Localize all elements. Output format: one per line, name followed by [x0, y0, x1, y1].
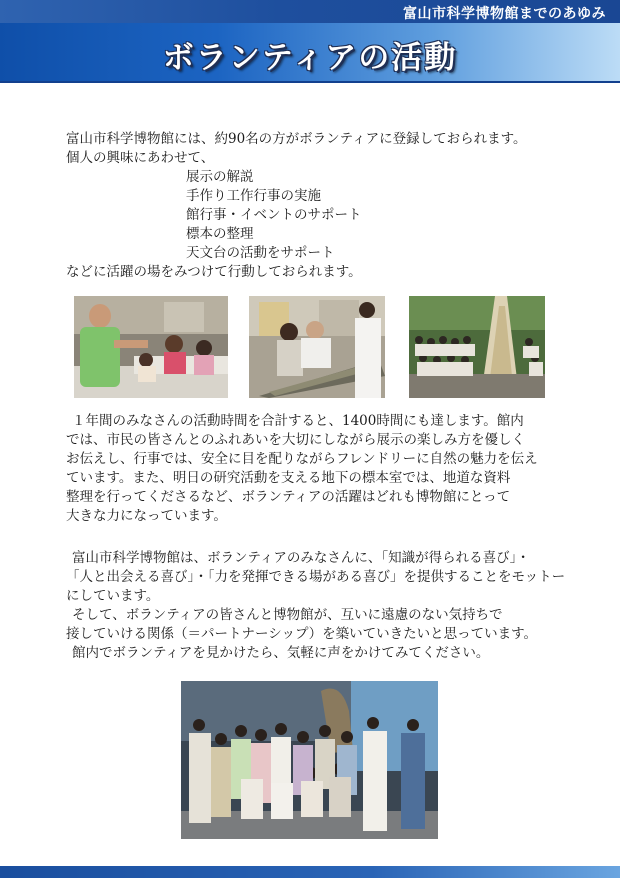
- activity-item: 館行事・イベントのサポート: [186, 207, 362, 223]
- activity-item: 天文台の活動をサポート: [186, 245, 335, 261]
- page-title: ボランティアの活動: [162, 40, 458, 76]
- paragraph-line: 「人と出会える喜び」・「力を発揮できる場がある喜び」を提供することをモットー: [66, 569, 566, 585]
- activity-item: 標本の整理: [186, 226, 254, 242]
- title-banner: [0, 23, 620, 81]
- paragraph-line: ています。また、明日の研究活動を支える地下の標本室では、地道な資料: [66, 470, 511, 486]
- paragraph-line: そして、ボランティアの皆さんと博物館が、互いに遠慮のない気持ちで: [72, 607, 503, 623]
- paragraph-line: １年間のみなさんの活動時間を合計すると、1400時間にも達します。館内: [72, 413, 524, 429]
- header-divider: [0, 81, 620, 83]
- top-banner: [0, 0, 620, 23]
- photo-volunteer-group: [181, 681, 438, 839]
- intro-line: 富山市科学博物館には、約90名の方がボランティアに登録しておられます。: [66, 131, 527, 147]
- bottom-banner: [0, 866, 620, 878]
- intro-line: 個人の興味にあわせて、: [66, 150, 215, 166]
- intro-paragraph: [66, 130, 527, 168]
- paragraph-line: 接していける関係（＝パートナーシップ）を築いていきたいと思っています。: [66, 626, 538, 642]
- photo-specimen-sorting: [249, 296, 385, 398]
- activity-item: 手作り工作行事の実施: [186, 188, 321, 204]
- activity-list: [186, 168, 362, 263]
- paragraph-line: お伝えし、行事では、安全に目を配りながらフレンドリーに自然の魅力を伝え: [66, 451, 538, 467]
- paragraph-line: 大きな力になっています。: [66, 508, 227, 524]
- photo-group-outdoor: [409, 296, 545, 398]
- paragraph-line: にしています。: [66, 588, 160, 604]
- paragraph-line: 整理を行ってくださるなど、ボランティアの活躍はどれも博物館にとって: [66, 489, 511, 505]
- activity-hours-paragraph: [66, 412, 538, 526]
- intro-closing: などに活躍の場をみつけて行動しておられます。: [66, 264, 362, 280]
- photo-craft-activity: [74, 296, 228, 398]
- paragraph-line: 館内でボランティアを見かけたら、気軽に声をかけてみてください。: [72, 645, 490, 661]
- paragraph-line: では、市民の皆さんとのふれあいを大切にしながら展示の楽しみ方を優しく: [66, 432, 525, 448]
- motto-paragraph: [66, 549, 565, 663]
- activity-item: 展示の解説: [186, 169, 254, 185]
- section-label: 富山市科学博物館までのあゆみ: [403, 6, 606, 22]
- paragraph-line: 富山市科学博物館は、ボランティアのみなさんに、「知識が得られる喜び」・: [72, 550, 530, 566]
